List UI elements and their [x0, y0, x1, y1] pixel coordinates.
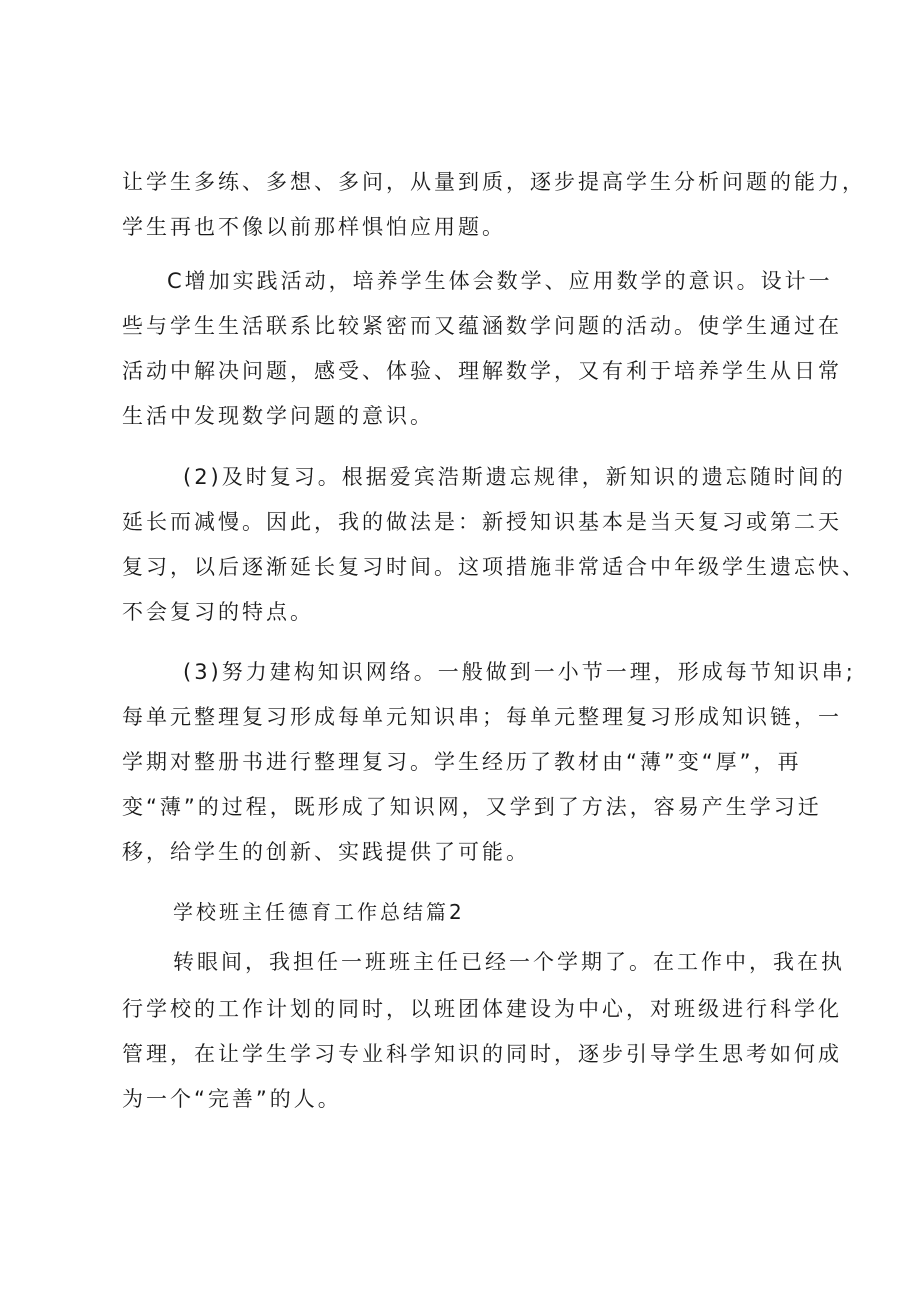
- text-line: C增加实践活动，培养学生体会数学、应用数学的意识。设计一: [167, 269, 833, 293]
- text-line: (3)努力建构知识网络。一般做到一小节一理，形成每节知识串;: [183, 660, 856, 684]
- paragraph-1: [122, 160, 866, 250]
- paragraph-3-continued: [122, 500, 866, 635]
- paragraph-4-continued: [122, 695, 842, 875]
- paragraph-6-continued: [122, 987, 842, 1122]
- text-line: 生活中发现数学问题的意识。: [122, 404, 434, 428]
- text-line: 学期对整册书进行整理复习。学生经历了教材由“薄”变“厚”，再: [122, 750, 802, 774]
- text-line: 不会复习的特点。: [122, 600, 314, 624]
- text-line: 每单元整理复习形成每单元知识串；每单元整理复习形成知识链，一: [122, 705, 842, 729]
- text-line: 延长而减慢。因此，我的做法是：新授知识基本是当天复习或第二天: [122, 510, 842, 534]
- paragraph-4: [183, 650, 856, 695]
- text-line: 复习，以后逐渐延长复习时间。这项措施非常适合中年级学生遗忘快、: [122, 555, 866, 579]
- section-heading: [173, 890, 465, 935]
- text-line: 为一个“完善”的人。: [122, 1087, 342, 1111]
- text-line: 学生再也不像以前那样惧怕应用题。: [122, 215, 506, 239]
- section-title: 学校班主任德育工作总结篇2: [173, 900, 465, 924]
- text-line: 让学生多练、多想、多问，从量到质，逐步提高学生分析问题的能力，: [122, 170, 866, 194]
- paragraph-2-continued: [122, 304, 842, 439]
- paragraph-2: [167, 259, 833, 304]
- text-line: (2)及时复习。根据爱宾浩斯遗忘规律，新知识的遗忘随时间的: [183, 465, 846, 489]
- text-line: 管理，在让学生学习专业科学知识的同时，逐步引导学生思考如何成: [122, 1042, 842, 1066]
- paragraph-6: [173, 940, 845, 985]
- text-line: 变“薄”的过程，既形成了知识网，又学到了方法，容易产生学习迁: [122, 795, 822, 819]
- text-line: 转眼间，我担任一班班主任已经一个学期了。在工作中，我在执: [173, 950, 845, 974]
- text-line: 些与学生生活联系比较紧密而又蕴涵数学问题的活动。使学生通过在: [122, 314, 842, 338]
- text-line: 移，给学生的创新、实践提供了可能。: [122, 840, 530, 864]
- text-line: 活动中解决问题，感受、体验、理解数学，又有利于培养学生从日常: [122, 359, 842, 383]
- text-line: 行学校的工作计划的同时，以班团体建设为中心，对班级进行科学化: [122, 997, 842, 1021]
- paragraph-3: [183, 455, 846, 500]
